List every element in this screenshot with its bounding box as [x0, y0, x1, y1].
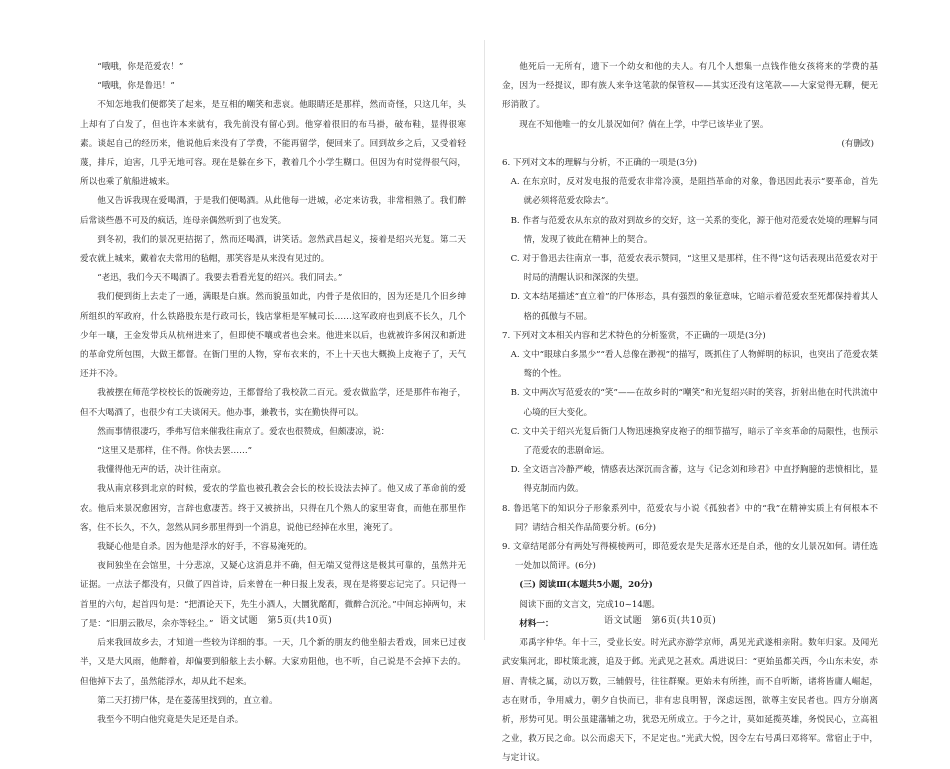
question-7-option-a: A. 文中“眼球白多黑少”“看人总像在渺视”的描写，既抓住了人物鲜明的标识，也突出了范爱农桀骜的个性。: [510, 350, 878, 380]
material-label: 材料一：: [519, 618, 554, 629]
body-paragraph: 现在不知他唯一的女儿景况如何？倘在上学，中学已该毕业了罢。: [519, 119, 769, 130]
reading-instruction: 阅读下面的文言文，完成10~14题。: [519, 599, 660, 610]
question-6-option-b: B. 作者与范爱农从东京的敌对到故乡的交好，这一关系的变化，源于他对范爱农处境的理解与同情，发现了彼此在精神上的契合。: [510, 215, 878, 245]
body-paragraph: 我懂得他无声的话，决计往南京。: [97, 465, 227, 476]
question-6-stem: 6. 下列对文本的理解与分析，不正确的一项是(3分): [502, 158, 697, 169]
question-7-option-b: B. 文中两次写范爱农的“笑”——在故乡时的“嘲笑”和光复绍兴时的笑容，折射出他在时代洪流中心境的巨大变化。: [510, 388, 878, 418]
dialogue-line: “哦哦，你是鲁迅！”: [97, 81, 175, 92]
body-paragraph: 他又告诉我现在爱喝酒，于是我们便喝酒。从此他每一进城，必定来访我，非常相熟了。我们醉后常谈些愚不可及的疯话，连母亲偶然听到了也发笑。: [80, 196, 466, 226]
question-6-option-c: C. 对于鲁迅去往南京一事，范爱农表示赞同，“这里又是那样，住不得”这句话表现出范爱农对于时局的清醒认识和深深的失望。: [510, 254, 878, 284]
body-paragraph: 后来我回故乡去，才知道一些较为详细的事。一天，几个新的朋友约他坐船去看戏，回来已过夜半，又是大风雨，他醉着，却偏要到船舷上去小解。大家劝阻他，也不听，自己说是不会掉下去的。但他掉下去了，虽然能浮水，却从此不起来。: [80, 638, 466, 687]
body-paragraph: 第二天打捞尸体，是在菱荡里找到的，直立着。: [97, 695, 278, 706]
body-paragraph: 我至今不明白他究竟是失足还是自杀。: [97, 714, 244, 725]
body-paragraph: 我被摆在师范学校校长的饭碗旁边，王都督给了我校款二百元。爱农做监学，还是那件布袍子，但不大喝酒了，也很少有工夫谈闲天。他办事，兼教书，实在勤快得可以。: [80, 388, 466, 418]
source-note: (有删改): [841, 138, 874, 149]
question-6-option-d: D. 文本结尾描述“直立着”的尸体形态，具有强烈的象征意味，它暗示着范爱农至死都保持着其人格的孤傲与不屈。: [510, 292, 878, 322]
page-footer-right: 语文试题 第6页(共10页): [604, 616, 717, 626]
body-paragraph: 我从南京移到北京的时候，爱农的学监也被孔教会会长的校长设法去掉了。他又成了革命前的爱农。他后来景况愈困穷，言辞也愈凄苦。终于又被挤出，只得在几个熟人的家里寄食，而他在那里作客，住不长久，不久，忽然从同乡那里得到一个消息，说他已经掉在水里，淹死了。: [80, 484, 466, 533]
page-footer-left: 语文试题 第5页(共10页): [220, 616, 333, 626]
question-6-option-a: A. 在东京时，反对发电报的范爱农非常冷漠，是阻挡革命的对象，鲁迅因此表示“要革命，首先就必须将范爱农除去”。: [510, 177, 878, 207]
dialogue-line: “老迅，我们今天不喝酒了。我要去看看光复的绍兴。我们同去。”: [97, 273, 343, 284]
question-7-stem: 7. 下列对文本相关内容和艺术特色的分析鉴赏，不正确的一项是(3分): [502, 330, 766, 341]
body-paragraph: 不知怎地我们便都笑了起来，是互相的嘲笑和悲哀。他眼睛还是那样，然而奇怪，只这几年，头上却有了白发了，但也许本来就有，我先前没有留心到。他穿着很旧的布马褂，破布鞋，显得很寒素。谈起自己的经历来，他说他后来没有了学费，不能再留学，便回来了。回到故乡之后，又受着轻蔑，排斥，迫害，几乎无地可容。现在是躲在乡下，教着几个小学生糊口。但因为有时觉得很气闷，所以也乘了航船进城来。: [80, 100, 466, 188]
question-9: 9. 文章结尾部分有两处写得模棱两可，即范爱农是失足落水还是自杀，他的女儿景况如何。请任选一处加以简评。(6分): [502, 542, 878, 572]
question-8: 8. 鲁迅笔下的知识分子形象系列中，范爱农与小说《孤独者》中的“我”在精神实质上有何根本不同？请结合相关作品简要分析。(6分): [502, 503, 878, 533]
question-7-option-c: C. 文中关于绍兴光复后衙门人物迅速换穿皮袍子的细节描写，暗示了辛亥革命的局限性，也预示了范爱农的悲剧命运。: [510, 426, 878, 457]
page-6: [502, 58, 878, 769]
page-5: [80, 58, 466, 730]
dialogue-line: “这里又是那样，住不得。你快去罢……”: [97, 446, 253, 457]
section-heading: (三) 阅读Ⅲ(本题共5小题，20分): [519, 580, 653, 591]
body-paragraph: 我疑心他是自杀。因为他是浮水的好手，不容易淹死的。: [97, 542, 313, 553]
body-paragraph: 到冬初，我们的景况更拮据了，然而还喝酒，讲笑话。忽然武昌起义，接着是绍兴光复。第二天爱农就上城来，戴着农夫常用的毡帽，那笑容是从来没有见过的。: [80, 234, 466, 265]
question-7-option-d: D. 全文语言冷静严峻，情感表达深沉而含蓄，这与《记念刘和珍君》中直抒胸臆的悲愤相比，显得克制而内敛。: [510, 465, 878, 495]
body-paragraph: 夜间独坐在会馆里，十分悲凉，又疑心这消息并不确，但无端又觉得这是极其可靠的，虽然并无证据。一点法子都没有，只做了四首诗，后来曾在一种日报上发表，现在是将要忘记完了。只记得一首里的六句，起首四句是：“把酒论天下，先生小酒人，大圜犹酩酊，微醉合沉沦。”中间忘掉两句，末了是：“旧朋云散尽，余亦等轻尘。”: [80, 561, 466, 629]
page-divider: [484, 40, 485, 640]
body-paragraph: 他死后一无所有，遗下一个幼女和他的夫人。有几个人想集一点钱作他女孩将来的学费的基金，因为一经提议，即有族人来争这笔款的保管权——其实还没有这笔款——大家觉得无聊，便无形消散了。: [502, 62, 878, 111]
classical-passage: 邓禹字仲华。年十三，受业长安。时光武亦游学京师，禹见光武遂相亲附。数年归家。及闻光武安集河北，即杖策北渡，追及于邺。光武见之甚欢。禹进说曰：“更始虽都关西，今山东未安，赤眉、青犊之属，动以万数，三辅假号，往往群聚。更始未有所挫，而不自听断，诸将皆庸人崛起，志在财币，争用威力，朝夕自快而已，非有忠良明智，深虑远图，欲尊主安民者也。四方分崩离析，形势可见。明公虽建藩辅之功，犹恐无所成立。于今之计，莫如延揽英雄，务悦民心，立高祖之业，救万民之命。以公而虑天下，不足定也。”光武大悦，因令左右号禹曰邓将军。常宿止于中，与定计议。: [502, 638, 878, 764]
body-paragraph: 我们便到街上去走了一通，满眼是白旗。然而貌虽如此，内骨子是依旧的，因为还是几个旧乡绅所组织的军政府，什么铁路股东是行政司长，钱店掌柜是军械司长……这军政府也到底不长久，几个少年一嚷，王金发带兵从杭州进来了，但即使不嚷或者也会来。他进来以后，也就被许多闲汉和新进的革命党所包围，大做王都督。在衙门里的人物，穿布衣来的，不上十天也大概换上皮袍子了，天气还并不冷。: [80, 292, 466, 380]
dialogue-line: “哦哦，你是范爱农！”: [97, 62, 184, 72]
body-paragraph: 然而事情很凄巧，季弗写信来催我往南京了。爱农也很赞成，但颇凄凉，说：: [97, 426, 390, 437]
